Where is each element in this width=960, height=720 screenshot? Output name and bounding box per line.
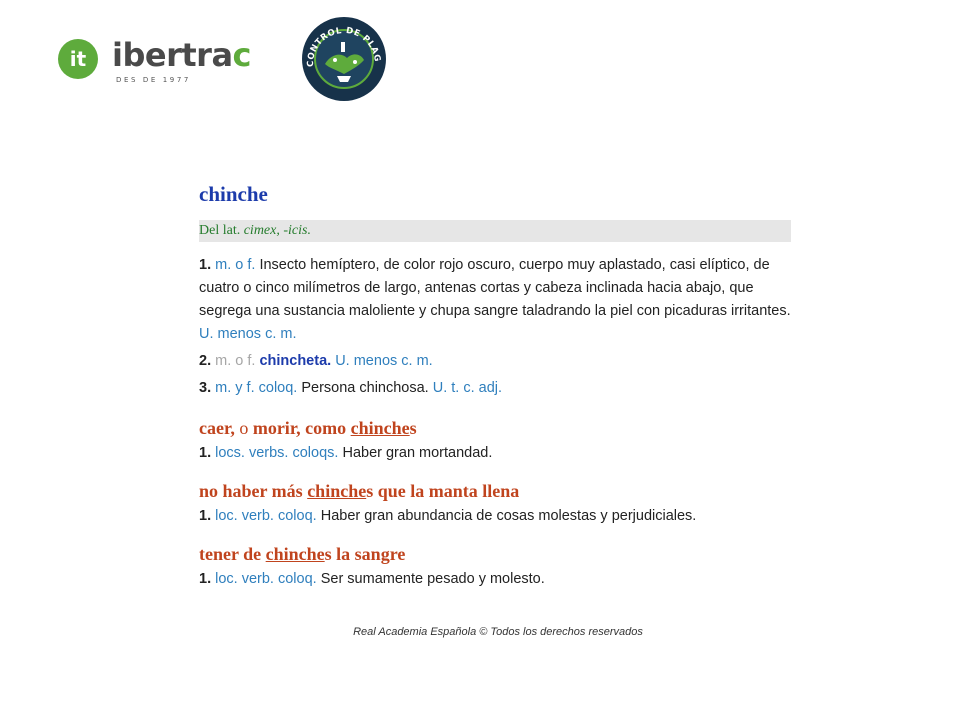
chinche-link[interactable]: chinche	[350, 418, 410, 438]
abbr-link[interactable]: m. o f.	[215, 353, 256, 369]
abbr-link[interactable]: loc. verb. coloq.	[215, 571, 317, 587]
phrase-headword: no haber más chinches que la manta llena	[199, 481, 520, 501]
ibertrac-tagline: DES DE 1977	[116, 76, 191, 84]
svg-text:EL CONTROL DE PLAGUES: CONTROL DE PLAG	[305, 25, 383, 68]
usage-link[interactable]: U. menos c. m.	[335, 353, 433, 369]
abbr-link[interactable]: locs. verbs. coloqs.	[215, 445, 339, 461]
ibertrac-logo	[58, 38, 258, 88]
chinche-link[interactable]: chinche	[307, 481, 367, 501]
chincheta-link[interactable]: chincheta.	[259, 353, 332, 369]
sense-1: 1. m. o f. Insecto hemíptero, de color rojo oscuro, cuerpo muy aplastado, casi elíptico, de cuatro o cinco milímetros de largo, antenas cortas y cabeza inclinada hacia abajo, que segrega una sustancia maloliente y chupa sangre taladrando la piel con picaduras irritantes. U. menos c. m.	[199, 257, 791, 342]
dictionary-entry	[199, 180, 791, 591]
plagues-seal-logo	[301, 16, 387, 102]
phrase-sense: 1. loc. verb. coloq. Haber gran abundancia de cosas molestas y perjudiciales.	[199, 508, 697, 524]
entry-headword: chinche	[199, 182, 268, 206]
ibertrac-badge-icon: it	[58, 39, 98, 79]
phrase-sense: 1. locs. verbs. coloqs. Haber gran mortandad.	[199, 445, 493, 461]
abbr-link[interactable]: loc. verb. coloq.	[215, 508, 317, 524]
phrase-headword: caer, o morir, como chinches	[199, 418, 417, 438]
usage-link[interactable]: U. menos c. m.	[199, 326, 297, 342]
usage-link[interactable]: U. t. c. adj.	[432, 380, 503, 396]
phrase-headword: tener de chinches la sangre	[199, 544, 406, 564]
sense-3: 3. m. y f. coloq. Persona chinchosa. U. t. c. adj.	[199, 380, 503, 396]
abbr-link[interactable]: m. y f. coloq.	[215, 380, 298, 396]
chinche-link[interactable]: chinche	[265, 544, 325, 564]
phrase-sense: 1. loc. verb. coloq. Ser sumamente pesado y molesto.	[199, 571, 545, 587]
sense-2: 2. m. o f. chincheta. U. menos c. m.	[199, 353, 433, 369]
plagues-seal-icon	[301, 16, 387, 102]
abbr-link[interactable]: m. o f.	[215, 257, 256, 273]
copyright-footer: Real Academia Española © Todos los derechos reservados	[353, 626, 643, 638]
etymology: Del lat. cimex, -icis.	[199, 220, 791, 242]
ibertrac-wordmark: ibertrac	[112, 36, 251, 74]
